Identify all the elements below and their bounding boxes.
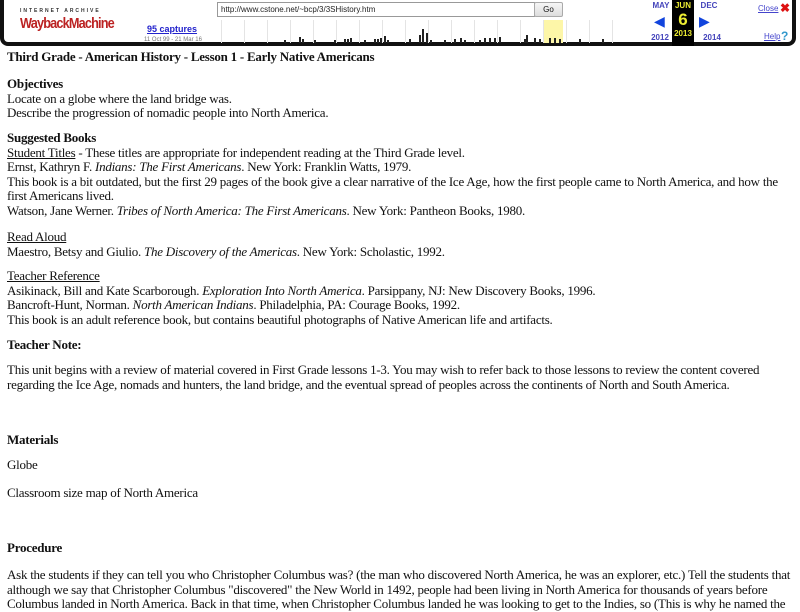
next-arrow-icon[interactable]: ▶ [699,13,710,29]
help-icon[interactable]: ? [781,29,789,43]
capture-bar[interactable] [350,38,352,43]
teacher-reference-section [7,269,797,327]
timeline-year-divider [520,20,521,43]
wayback-logo[interactable]: WaybackMachine [20,15,114,32]
capture-bar[interactable] [284,40,286,43]
title-text: Third Grade - American History - Lesson 1 - Early Native Americans [7,49,375,64]
next-month[interactable]: DEC [700,1,718,10]
book-note: This book is an adult reference book, but contains beautiful photographs of Native American life and artifacts. [7,311,553,327]
cur-year: 2013 [674,29,692,38]
timeline-year-divider [474,20,475,43]
book-title: Indians: The First Americans [94,159,242,174]
capture-bar[interactable] [344,39,346,43]
objective-item: Describe the progression of nomadic people into North America. [7,105,329,120]
capture-bar[interactable] [444,40,446,43]
next-year[interactable]: 2014 [703,33,721,42]
capture-bar[interactable] [430,40,432,43]
capture-bar[interactable] [484,38,486,43]
capture-bar[interactable] [479,40,481,43]
captures-link[interactable]: 95 captures [146,24,198,34]
teacher-reference-label: Teacher Reference [7,268,100,283]
capture-bar[interactable] [460,38,462,43]
capture-bar[interactable] [499,37,501,43]
capture-bar[interactable] [554,38,556,43]
material-item: Classroom size map of North America [7,485,198,500]
student-titles-label: Student Titles [7,144,76,160]
logo-caption: INTERNET ARCHIVE [20,8,101,14]
book-pub: . Parsippany, NJ: New Discovery Books, 1996. [361,282,596,298]
books-section [7,131,797,218]
note-heading-text: Teacher Note: [7,337,82,352]
objective-item: Locate on a globe where the land bridge was. [7,90,232,106]
timeline-year-divider [382,20,383,43]
read-aloud-section [7,230,797,259]
capture-bar[interactable] [384,36,386,43]
capture-bar[interactable] [464,40,466,43]
capture-bar[interactable] [494,38,496,43]
capture-bar[interactable] [426,33,428,43]
capture-bar[interactable] [377,39,379,43]
book-author: Watson, Jane Werner. [7,202,117,218]
capture-bar[interactable] [549,38,551,43]
timeline-year-divider [359,20,360,43]
timeline-year-divider [566,20,567,43]
capture-bar[interactable] [454,39,456,43]
prev-month[interactable]: MAY [652,1,670,10]
procedure-heading [7,541,797,556]
materials-heading [7,433,797,448]
capture-bar[interactable] [489,38,491,43]
wayback-toolbar [0,0,796,46]
capture-bar[interactable] [387,40,389,43]
student-desc: - These titles are appropriate for independent reading at the Third Grade level. [75,144,465,160]
book-author: Maestro, Betsy and Giulio. [7,243,144,259]
capture-bar[interactable] [364,40,366,43]
cur-day: 6 [678,10,688,29]
capture-bar[interactable] [302,39,304,43]
timeline-year-divider [428,20,429,43]
timeline-year-divider [290,20,291,43]
capture-bar[interactable] [422,29,424,43]
book-pub: . New York: Franklin Watts, 1979. [241,159,412,174]
book-pub: . Philadelphia, PA: Courage Books, 1992. [253,297,460,312]
timeline-year-divider [221,20,222,43]
close-link[interactable]: Close [758,4,779,13]
book-title: The Discovery of the Americas [143,243,297,259]
capture-bar[interactable] [334,40,336,43]
timeline-year-divider [451,20,452,43]
help-link[interactable]: Help [764,32,781,41]
url-input[interactable]: http://www.cstone.net/~bcp/3/3SHistory.htm [217,2,535,17]
capture-bar[interactable] [526,35,528,43]
capture-bar[interactable] [534,38,536,43]
procedure-heading-text: Procedure [7,540,63,555]
capture-bar[interactable] [559,39,561,43]
capture-bar[interactable] [602,39,604,43]
capture-range: 11 Oct 99 - 21 Mar 16 [144,37,202,43]
capture-bar[interactable] [539,39,541,43]
capture-bar[interactable] [419,35,421,43]
materials-heading-text: Materials [7,432,59,447]
book-author: Asikinack, Bill and Kate Scarborough. [7,282,203,298]
timeline-year-divider [612,20,613,43]
capture-bar[interactable] [380,38,382,43]
teacher-note-text: This unit begins with a review of material covered in First Grade lessons 1-3. You may wish to refer back to those lessons to review the content covered regarding the Ice Age, nomads and hunters, the land bridge, and the eventual spread of peoples across the continents of North and South America. [7,362,760,392]
timeline-year-divider [244,20,245,43]
capture-bar[interactable] [314,40,316,43]
close-icon[interactable]: ✖ [780,1,791,15]
capture-bar[interactable] [347,39,349,43]
teacher-note-heading [7,338,797,353]
prev-arrow-icon[interactable]: ◀ [654,13,665,29]
book-title: Exploration Into North America [202,282,362,298]
book-pub: . New York: Pantheon Books, 1980. [346,202,525,218]
capture-bar[interactable] [374,39,376,43]
timeline-year-divider [405,20,406,43]
current-date [672,0,694,46]
books-heading: Suggested Books [7,130,97,145]
prev-year[interactable]: 2012 [651,33,669,42]
capture-bar[interactable] [579,39,581,43]
page-title [7,50,797,65]
book-author: Ernst, Kathryn F. [7,159,95,174]
material-item: Globe [7,457,38,472]
objectives-section [7,77,797,121]
book-title: Tribes of North America: The First Americans [116,202,347,218]
book-note: This book is a bit outdated, but the first 29 pages of the book give a clear narrative of the Ice Age, how the first people came to North America, and how the first Americans lived. [7,173,778,203]
book-title: North American Indians [132,297,254,312]
objectives-heading: Objectives [7,76,63,91]
book-pub: . New York: Scholastic, 1992. [296,243,445,259]
cur-month: JUN [674,1,691,10]
book-author: Bancroft-Hunt, Norman. [7,297,133,312]
timeline-year-divider [589,20,590,43]
timeline-year-divider [336,20,337,43]
timeline-year-divider [267,20,268,43]
go-button[interactable]: Go [534,2,563,17]
procedure-text: Ask the students if they can tell you who Christopher Columbus was? (the man who discovered North America, he was an explorer, etc.) Tell the students that although we say that Christopher Columbus "discovered" the New World in 1492, people had been living in North America for thousands of years before Columbus landed in North America. Back in that time, when Christopher Columbus landed he was looking to get to the Indies, so (This is why he named the [7,567,791,611]
capture-timeline[interactable] [204,20,644,43]
capture-bar[interactable] [299,37,301,43]
timeline-year-divider [543,20,544,43]
capture-bar[interactable] [409,39,411,43]
read-aloud-label: Read Aloud [7,229,67,244]
timeline-year-divider [497,20,498,43]
